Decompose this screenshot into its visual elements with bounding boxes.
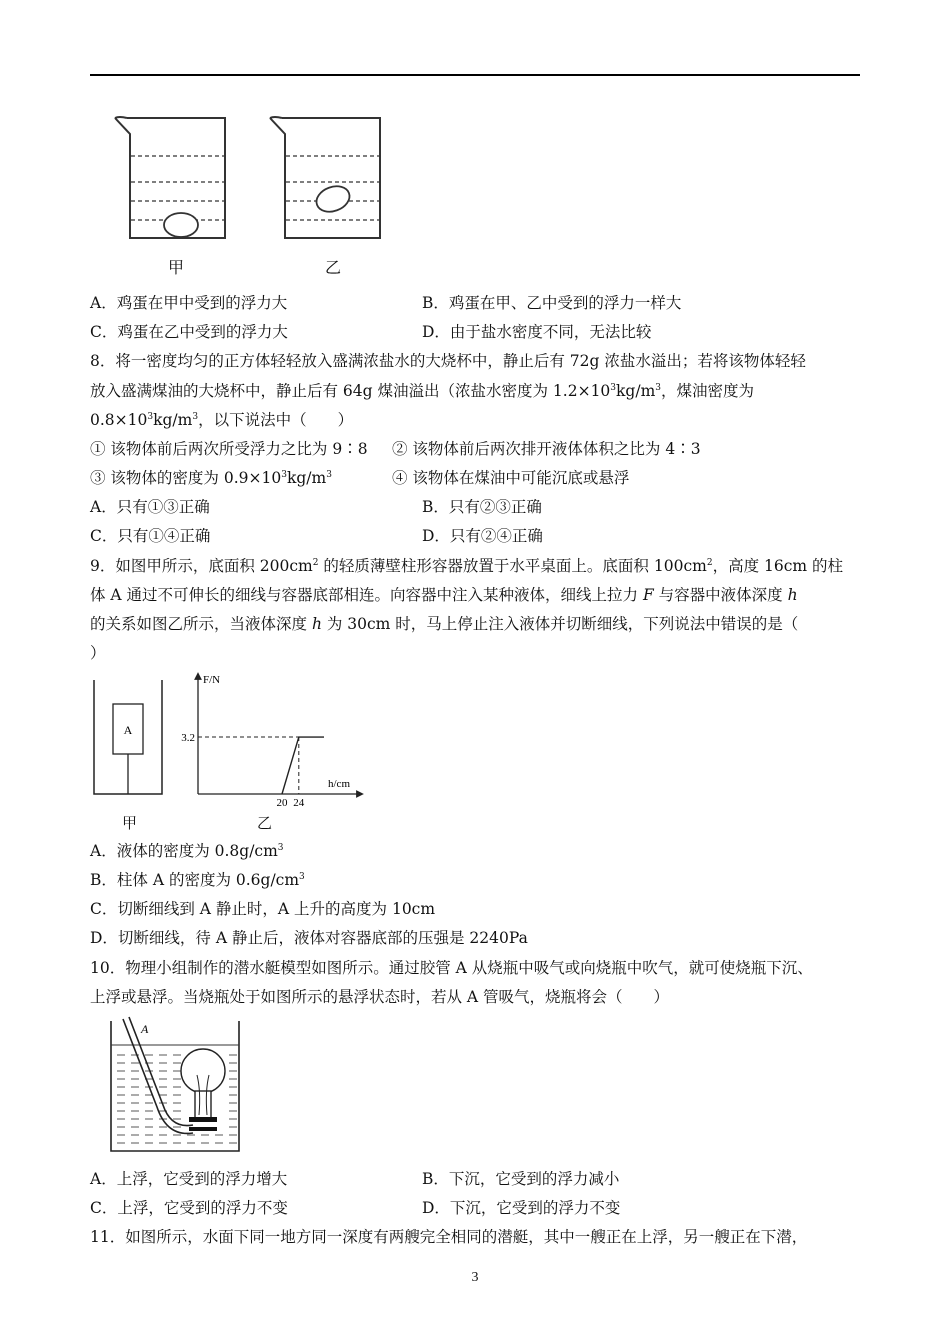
q10-option-d: D．下沉，它受到的浮力不变: [422, 1199, 621, 1217]
q8-statement-1: ① 该物体前后两次所受浮力之比为 9∶8: [90, 440, 368, 458]
q9-stem-line1: 9．如图甲所示，底面积 $200cm^2$ 的轻质薄壁柱形容器放置于水平桌面上。底面积 $100cm^2$，高度 16cm 的柱: [90, 557, 844, 575]
q7-fig-label-left: 甲: [168, 258, 185, 277]
q9-option-b: B．柱体 A 的密度为 $0.6g/cm^3$: [90, 871, 305, 889]
q8-statement-4: ④ 该物体在煤油中可能沉底或悬浮: [392, 469, 630, 487]
q9-option-a: A．液体的密度为 $0.8g/cm^3$: [90, 842, 284, 860]
q9-stem-line3: 的关系如图乙所示，当液体深度 h 为 30cm 时，马上停止注入液体并切断细线，下列说法中错误的是（: [90, 615, 799, 633]
q8-statement-3: ③ 该物体的密度为 $0.9\times 10^3kg/m^3$: [90, 469, 332, 487]
q9-force-depth-chart: [170, 668, 370, 814]
cylinder-a-label: A: [123, 723, 133, 737]
flask: [181, 1049, 225, 1119]
q8-stem-line2: 放入盛满煤油的大烧杯中，静止后有 64g 煤油溢出（浓盐水密度为 $1.2\times 10^3kg/m^3$，煤油密度为: [90, 382, 755, 400]
egg-left: [164, 213, 198, 237]
q9-fig-label-right: 乙: [257, 814, 273, 832]
q11-stem-line1: 11．如图所示，水面下同一地方同一深度有两艘完全相同的潜艇，其中一艘正在上浮，另一艘正在下潜，: [90, 1228, 808, 1246]
q8-stem-line1: 8．将一密度均匀的正方体轻轻放入盛满浓盐水的大烧杯中，静止后有 72g 浓盐水溢出；若将该物体轻轻: [90, 352, 806, 370]
q9-fig-label-left: 甲: [122, 814, 138, 832]
q8-option-b: B．只有②③正确: [422, 498, 542, 516]
q10-stem-line1: 10．物理小组制作的潜水艇模型如图所示。通过胶管 A 从烧瓶中吸气或向烧瓶中吹气，就可使烧瓶下沉、: [90, 959, 813, 977]
q7-option-a: A．鸡蛋在甲中受到的浮力大: [90, 294, 288, 312]
series-line: [282, 737, 324, 794]
q7-option-c: C．鸡蛋在乙中受到的浮力大: [90, 323, 288, 341]
q10-stem-line2: 上浮或悬浮。当烧瓶处于如图所示的悬浮状态时，若从 A 管吸气，烧瓶将会（ ）: [90, 988, 670, 1006]
q7-option-b: B．鸡蛋在甲、乙中受到的浮力一样大: [422, 294, 682, 312]
q8-option-a: A．只有①③正确: [90, 498, 210, 516]
q9-container-figure: [90, 676, 170, 800]
q9-stem-line4: ）: [90, 644, 106, 662]
q10-option-a: A．上浮，它受到的浮力增大: [90, 1170, 288, 1188]
y-tick-label-3.2: 3.2: [181, 732, 195, 745]
q8-option-d: D．只有②④正确: [422, 527, 543, 545]
q7-option-d: D．由于盐水密度不同，无法比较: [422, 323, 652, 341]
y-axis-label: F/N: [203, 674, 221, 686]
tube-label: A: [141, 1022, 149, 1036]
q8-stem-line3: $0.8\times 10^3kg/m^3$，以下说法中（ ）: [90, 411, 354, 429]
q8-statement-2: ② 该物体前后两次排开液体体积之比为 4∶3: [392, 440, 701, 458]
page-number: 3: [471, 1270, 479, 1285]
q9-option-d: D．切断细线，待 A 静止后，液体对容器底部的压强是 2240Pa: [90, 929, 528, 947]
q8-option-c: C．只有①④正确: [90, 527, 211, 545]
header-rule: [90, 74, 860, 76]
q7-fig-label-right: 乙: [325, 258, 342, 277]
x-axis-label: h/cm: [328, 778, 350, 790]
x-tick-label-20: 20: [276, 797, 288, 809]
q9-option-c: C．切断细线到 A 静止时，A 上升的高度为 10cm: [90, 900, 436, 918]
stopper: [189, 1117, 217, 1122]
q9-stem-line2: 体 A 通过不可伸长的细线与容器底部相连。向容器中注入某种液体，细线上拉力 F 与容器中液体深度 h: [90, 586, 798, 604]
egg-right: [313, 182, 353, 216]
q10-option-b: B．下沉，它受到的浮力减小: [422, 1170, 620, 1188]
x-tick-label-24: 24: [293, 797, 305, 809]
q10-option-c: C．上浮，它受到的浮力不变: [90, 1199, 288, 1217]
q7-beakers-figure: [105, 108, 395, 278]
q10-submarine-model-figure: [105, 1015, 245, 1157]
